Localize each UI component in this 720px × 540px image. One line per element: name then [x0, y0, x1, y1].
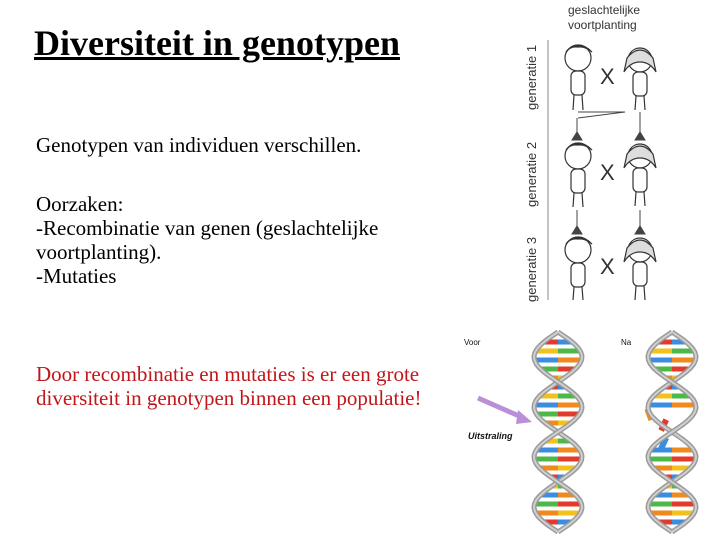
- dna-helix-after-base-right: [672, 403, 696, 408]
- cause-mutations: -Mutaties: [36, 264, 117, 288]
- cause-recombination: -Recombinatie van genen (geslachtelijke: [36, 216, 379, 240]
- dna-radiation-label: Uitstraling: [468, 431, 513, 441]
- cross-symbol-1: X: [600, 64, 615, 89]
- generations-heading-line-1: geslachtelijke: [568, 3, 641, 17]
- causes-heading: Oorzaken:: [36, 192, 124, 216]
- conclusion-line-1: Door recombinatie en mutaties is er een grote: [36, 362, 420, 386]
- radiation-arrow: [478, 398, 524, 418]
- dna-helix-after-base-right: [672, 457, 696, 462]
- radiation-arrow-head: [516, 410, 532, 424]
- dna-helix-after-base-left: [648, 403, 672, 408]
- generations-heading-line-2: voortplanting: [568, 18, 637, 32]
- dna-helix-after-base-left: [648, 457, 672, 462]
- intro-text: Genotypen van individuen verschillen.: [36, 133, 362, 157]
- dna-helix-before-base-right: [558, 457, 582, 462]
- dna-before-label: Voor: [464, 338, 481, 347]
- cause-recombination-cont: voortplanting).: [36, 240, 162, 264]
- conclusion-line-2: diversiteit in genotypen binnen een populatie!: [36, 386, 422, 410]
- slide-title: Diversiteit in genotypen: [34, 23, 400, 63]
- dna-helix-before-base-right: [558, 403, 582, 408]
- cross-symbol-2: X: [600, 160, 615, 185]
- generation-2-label: generatie 2: [524, 141, 539, 207]
- generation-1-label: generatie 1: [524, 44, 539, 110]
- dna-after-label: Na: [621, 338, 632, 347]
- generation-3-label: generatie 3: [524, 236, 539, 302]
- dna-helix-before-base-left: [534, 403, 558, 408]
- cross-symbol-3: X: [600, 254, 615, 279]
- dna-helix-before-base-left: [534, 457, 558, 462]
